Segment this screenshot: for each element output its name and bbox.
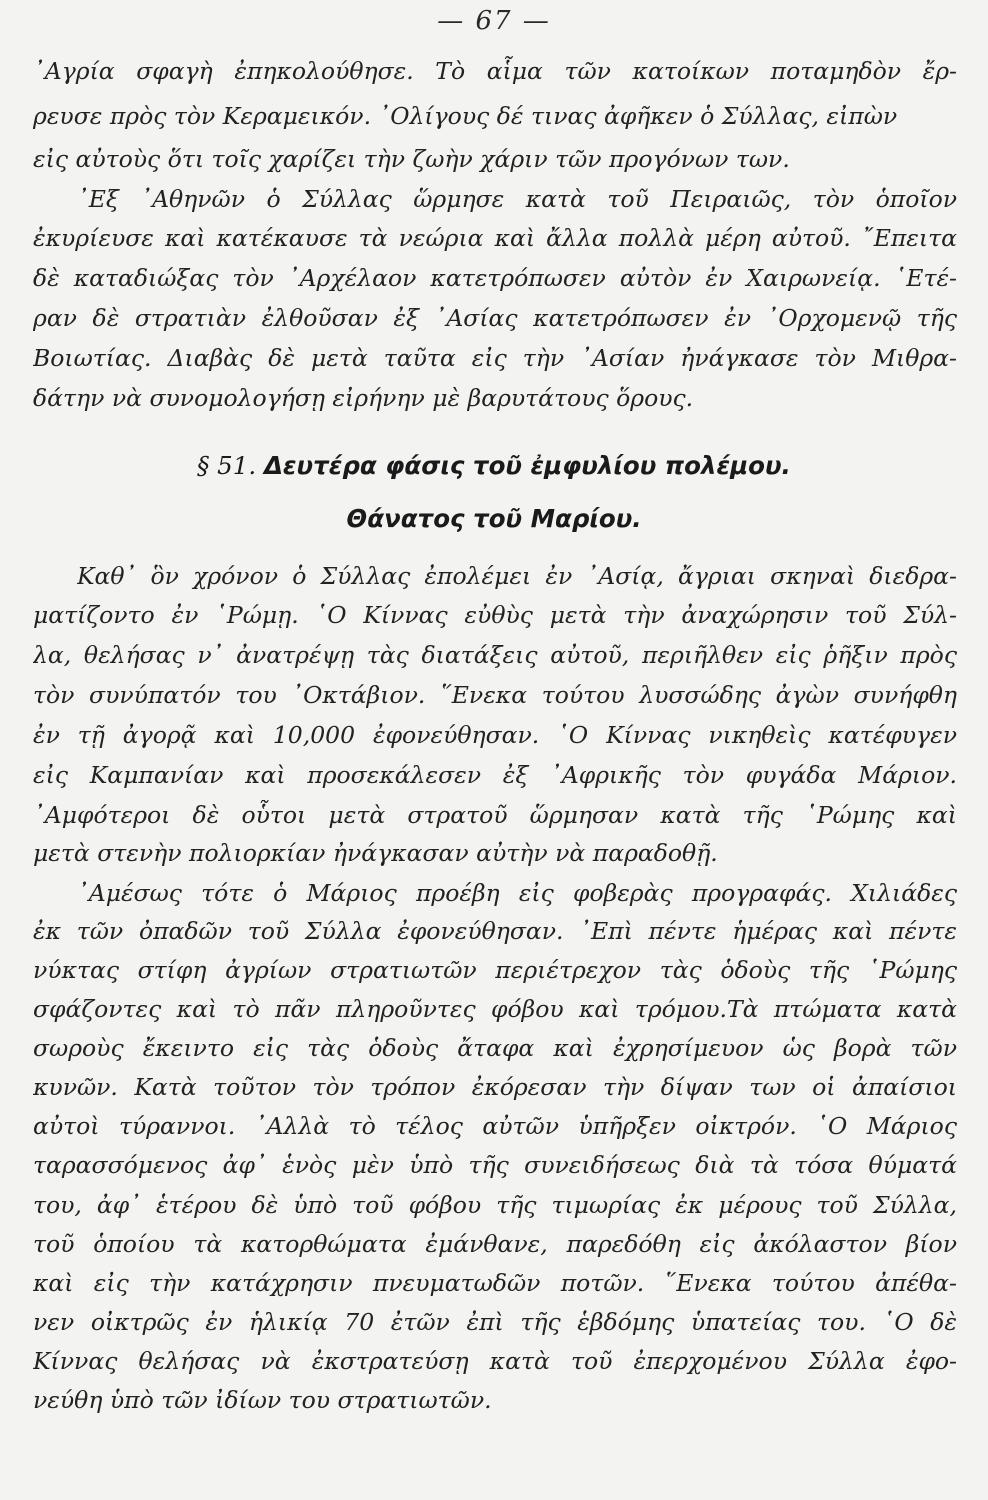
section-number: § 51.: [197, 451, 257, 480]
text-line: ρευσε πρὸς τὸν Κεραμεικόν. ᾿Ολίγους δέ τινας ἀφῆκεν ὁ Σύλλας, εἰπὼν: [33, 102, 898, 130]
text-line: λα, θελήσας ν᾿ ἀνατρέψῃ τὰς διατάξεις αὐτοῦ, περιῆλθεν εἰς ῥῆξιν πρὸς: [33, 641, 957, 669]
section-title: Δευτέρα φάσις τοῦ ἐμφυλίου πολέμου.: [263, 451, 791, 480]
text-line: μετὰ στενὴν πολιορκίαν ἠνάγκασαν αὐτὴν νὰ παραδοθῇ.: [33, 839, 718, 867]
text-line: νεύθη ὑπὸ τῶν ἰδίων του στρατιωτῶν.: [33, 1386, 492, 1414]
text-line: νεν οἰκτρῶς ἐν ἡλικίᾳ 70 ἐτῶν ἐπὶ τῆς ἑβδόμης ὑπατείας του. ῾Ο δὲ: [33, 1308, 957, 1336]
text-line: Βοιωτίας. Διαβὰς δὲ μετὰ ταῦτα εἰς τὴν ᾿Ασίαν ἠνάγκασε τὸν Μιθρα-: [33, 344, 957, 372]
text-line: καὶ εἰς τὴν κατάχρησιν πνευματωδῶν ποτῶν. ῞Ενεκα τούτου ἀπέθα-: [33, 1269, 957, 1297]
text-line: ταρασσόμενος ἀφ᾿ ἑνὸς μὲν ὑπὸ τῆς συνειδήσεως διὰ τὰ τόσα θύματά: [33, 1151, 957, 1179]
text-line: νύκτας στίφη ἀγρίων στρατιωτῶν περιέτρεχον τὰς ὁδοὺς τῆς ῾Ρώμης: [33, 956, 957, 984]
section-heading: [0, 450, 988, 482]
text-line: σφάζοντες καὶ τὸ πᾶν πληροῦντες φόβου καὶ τρόμου.Τὰ πτώματα κατὰ: [33, 995, 957, 1023]
text-line: αὐτοὶ τύραννοι. ᾿Αλλὰ τὸ τέλος αὐτῶν ὑπῆρξεν οἰκτρόν. ῾Ο Μάριος: [33, 1112, 957, 1140]
text-line: ἐκ τῶν ὀπαδῶν τοῦ Σύλλα ἐφονεύθησαν. ᾿Επὶ πέντε ἡμέρας καὶ πέντε: [33, 917, 957, 945]
text-line: τὸν συνύπατόν του ᾿Οκτάβιον. ῞Ενεκα τούτου λυσσώδης ἀγὼν συνήφθη: [33, 681, 957, 709]
text-line: δὲ καταδιώξας τὸν ᾿Αρχέλαον κατετρόπωσεν αὐτὸν ἐν Χαιρωνείᾳ. ῾Ετέ-: [33, 264, 957, 292]
text-line: ἐκυρίευσε καὶ κατέκαυσε τὰ νεώρια καὶ ἄλλα πολλὰ μέρη αὐτοῦ. ῎Επειτα: [33, 224, 957, 252]
section-subtitle: Θάνατος τοῦ Μαρίου.: [346, 504, 642, 533]
text-line: εἰς Καμπανίαν καὶ προσεκάλεσεν ἐξ ᾿Αφρικῆς τὸν φυγάδα Μάριον.: [33, 761, 957, 789]
text-line: του, ἀφ᾿ ἑτέρου δὲ ὑπὸ τοῦ φόβου τῆς τιμωρίας ἐκ μέρους τοῦ Σύλλα,: [33, 1191, 957, 1219]
text-line: ἐν τῇ ἀγορᾷ καὶ 10,000 ἐφονεύθησαν. ῾Ο Κίννας νικηθεὶς κατέφυγεν: [33, 721, 957, 749]
text-line: κυνῶν. Κατὰ τοῦτον τὸν τρόπον ἐκόρεσαν τὴν δίψαν των οἱ ἀπαίσιοι: [33, 1073, 957, 1101]
text-line: ραν δὲ στρατιὰν ἐλθοῦσαν ἐξ ᾿Ασίας κατετρόπωσεν ἐν ᾿Ορχομενῷ τῆς: [33, 304, 957, 332]
text-line: Καθ᾿ ὃν χρόνον ὁ Σύλλας ἐπολέμει ἐν ᾿Ασίᾳ, ἄγριαι σκηναὶ διεδρα-: [77, 562, 957, 590]
text-line: τοῦ ὁποίου τὰ κατορθώματα ἐμάνθανε, παρεδόθη εἰς ἀκόλαστον βίον: [33, 1230, 957, 1258]
text-line: ᾿Αμφότεροι δὲ οὗτοι μετὰ στρατοῦ ὥρμησαν κατὰ τῆς ῾Ρώμης καὶ: [33, 801, 957, 829]
text-line: ᾿Εξ ᾿Αθηνῶν ὁ Σύλλας ὥρμησε κατὰ τοῦ Πειραιῶς, τὸν ὁποῖον: [77, 185, 957, 213]
text-line: Κίννας θελήσας νὰ ἐκστρατεύσῃ κατὰ τοῦ ἐπερχομένου Σύλλα ἐφο-: [33, 1347, 957, 1375]
text-line: εἰς αὐτοὺς ὅτι τοῖς χαρίζει τὴν ζωὴν χάριν τῶν προγόνων των.: [33, 145, 790, 173]
text-line: σωροὺς ἔκειντο εἰς τὰς ὁδοὺς ἄταφα καὶ ἐχρησίμευον ὡς βορὰ τῶν: [33, 1034, 957, 1062]
text-line: δάτην νὰ συνομολογήσῃ εἰρήνην μὲ βαρυτάτους ὅρους.: [33, 384, 694, 412]
text-line: ᾿Αμέσως τότε ὁ Μάριος προέβη εἰς φοβερὰς προγραφάς. Χιλιάδες: [77, 879, 957, 907]
section-subheading: [0, 503, 988, 535]
text-line: ᾿Αγρία σφαγὴ ἐπηκολούθησε. Τὸ αἷμα τῶν κατοίκων ποταμηδὸν ἔρ-: [33, 57, 957, 85]
text-line: ματίζοντο ἐν ῾Ρώμῃ. ῾Ο Κίννας εὐθὺς μετὰ τὴν ἀναχώρησιν τοῦ Σύλ-: [33, 601, 957, 629]
page-number: — 67 —: [437, 6, 551, 36]
